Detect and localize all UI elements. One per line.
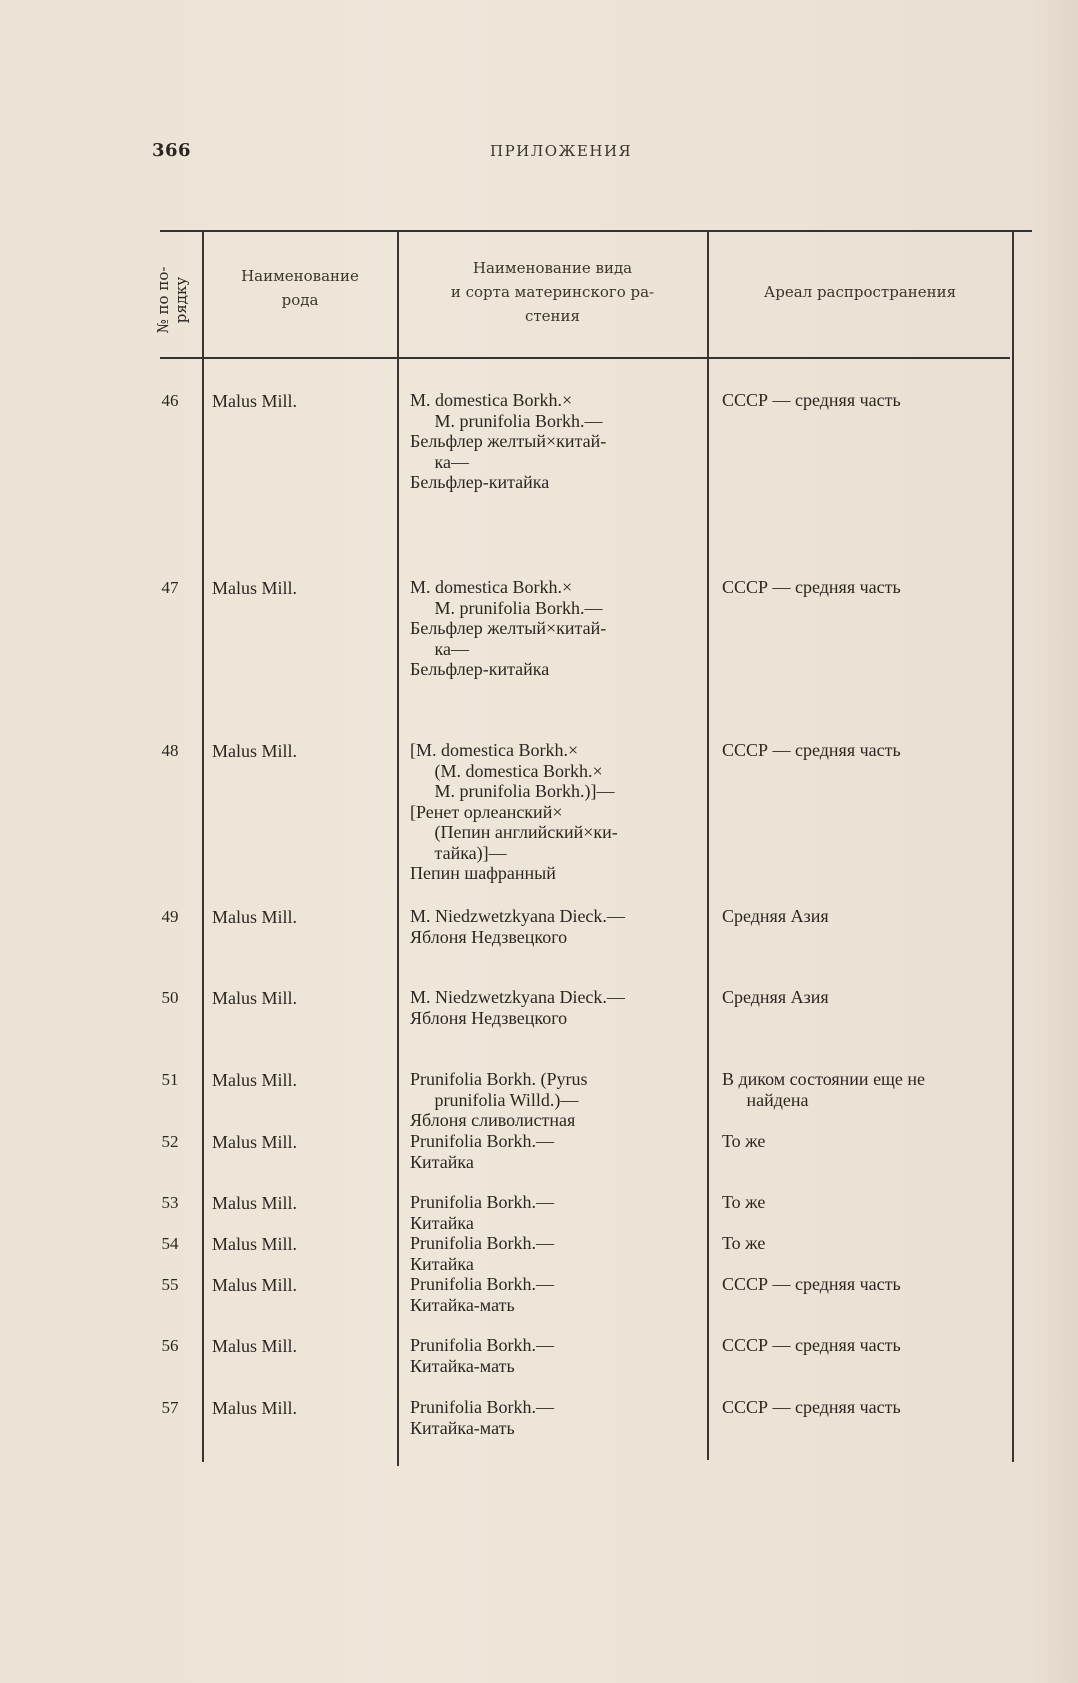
row-species — [410, 740, 700, 884]
species-line: Бельфлер желтый×китай- — [410, 618, 607, 638]
row-number: 54 — [161, 1234, 179, 1253]
species-line: M. prunifolia Borkh.— — [430, 410, 603, 431]
row-number: 51 — [161, 1070, 179, 1089]
row-species — [410, 1131, 700, 1172]
species-line: Prunifolia Borkh.— — [410, 1397, 554, 1417]
species-line: ка— — [430, 451, 469, 472]
column-divider-1 — [202, 232, 204, 1462]
row-species — [410, 390, 700, 493]
table-top-rule — [160, 230, 1032, 232]
row-genus: Malus Mill. — [212, 1234, 298, 1254]
row-species — [410, 1397, 700, 1438]
row-number: 50 — [161, 988, 179, 1007]
row-genus: Malus Mill. — [212, 1193, 298, 1213]
row-number: 53 — [161, 1193, 179, 1212]
row-area — [722, 906, 1017, 927]
header-genus — [205, 264, 395, 312]
species-line: (M. domestica Borkh.× — [430, 760, 603, 781]
row-number: 48 — [161, 741, 179, 760]
species-line: Яблоня сливолистная — [410, 1110, 576, 1130]
row-genus: Malus Mill. — [212, 1398, 298, 1418]
species-line: Китайка — [410, 1212, 474, 1233]
header-area — [710, 280, 1010, 304]
header-genus-line: Наименование — [241, 267, 359, 285]
table-header-rule — [160, 357, 1010, 359]
area-line: То же — [722, 1233, 766, 1253]
row-genus: Malus Mill. — [212, 907, 298, 927]
species-line: Prunifolia Borkh.— — [410, 1233, 554, 1253]
row-genus: Malus Mill. — [212, 1336, 298, 1356]
species-line: M. domestica Borkh.× — [410, 390, 573, 410]
row-genus: Malus Mill. — [212, 578, 298, 598]
species-line: M. prunifolia Borkh.)]— — [430, 781, 615, 801]
row-number: 49 — [161, 907, 179, 926]
row-area — [722, 740, 1017, 761]
row-species — [410, 1274, 700, 1315]
species-line: M. prunifolia Borkh.— — [430, 597, 603, 618]
page-edge-shadow — [1030, 0, 1078, 1683]
page-number: 366 — [152, 140, 192, 161]
row-area — [722, 577, 1017, 598]
area-line: СССР — средняя часть — [722, 740, 901, 760]
row-area — [722, 390, 1017, 411]
column-divider-2 — [397, 232, 399, 1466]
species-line: тайка)]— — [430, 842, 507, 863]
species-line: Бельфлер желтый×китай- — [410, 431, 607, 451]
row-species — [410, 577, 700, 680]
running-title: ПРИЛОЖЕНИЯ — [490, 142, 633, 160]
species-line: Китайка-мать — [410, 1417, 515, 1438]
species-line: [M. domestica Borkh.× — [410, 740, 579, 760]
species-line: Prunifolia Borkh. (Pyrus — [410, 1069, 588, 1089]
row-species — [410, 1335, 700, 1376]
row-number: 47 — [161, 578, 179, 597]
row-species — [410, 1233, 700, 1274]
row-species — [410, 987, 700, 1028]
species-line: Prunifolia Borkh.— — [410, 1335, 554, 1355]
row-area — [722, 1397, 1017, 1418]
area-line: найдена — [742, 1089, 809, 1110]
species-line: Китайка — [410, 1253, 474, 1274]
row-species — [410, 1192, 700, 1233]
species-line: Китайка-мать — [410, 1294, 515, 1315]
row-genus: Malus Mill. — [212, 391, 298, 411]
species-line: Пепин шафранный — [410, 863, 556, 883]
row-genus: Malus Mill. — [212, 1132, 298, 1152]
row-genus: Malus Mill. — [212, 1070, 298, 1090]
row-genus: Malus Mill. — [212, 988, 298, 1008]
row-number: 57 — [161, 1398, 179, 1417]
area-line: СССР — средняя часть — [722, 1335, 901, 1355]
header-number-label: № по по- рядку — [154, 266, 190, 334]
row-number: 46 — [161, 391, 179, 410]
row-area — [722, 1335, 1017, 1356]
row-number: 56 — [161, 1336, 179, 1355]
species-line: [Ренет орлеанский× — [410, 801, 563, 822]
species-line: Prunifolia Borkh.— — [410, 1131, 554, 1151]
species-line: M. Niedzwetzkyana Dieck.— — [410, 906, 625, 926]
area-line: То же — [722, 1131, 766, 1151]
species-line: prunifolia Willd.)— — [430, 1089, 579, 1110]
column-divider-3 — [707, 232, 709, 1460]
header-species — [400, 256, 705, 328]
row-area — [722, 1274, 1017, 1295]
area-line: СССР — средняя часть — [722, 1274, 901, 1294]
row-number: 52 — [161, 1132, 179, 1151]
row-area — [722, 1131, 1017, 1152]
row-genus: Malus Mill. — [212, 1275, 298, 1295]
header-number — [144, 250, 200, 350]
header-genus-line: рода — [281, 291, 319, 309]
area-line: Средняя Азия — [722, 906, 829, 926]
row-genus: Malus Mill. — [212, 741, 298, 761]
row-area — [722, 1233, 1017, 1254]
species-line: Яблоня Недзвецкого — [410, 926, 568, 947]
area-line: СССР — средняя часть — [722, 390, 901, 410]
header-area-label: Ареал распространения — [763, 283, 957, 301]
species-line: M. Niedzwetzkyana Dieck.— — [410, 987, 625, 1007]
row-area — [722, 1069, 1017, 1110]
species-line: Бельфлер-китайка — [410, 659, 550, 679]
area-line: То же — [722, 1192, 766, 1212]
row-area — [722, 1192, 1017, 1213]
row-number: 55 — [161, 1275, 179, 1294]
row-area — [722, 987, 1017, 1008]
row-species — [410, 1069, 700, 1131]
row-species — [410, 906, 700, 947]
species-line: Prunifolia Borkh.— — [410, 1192, 554, 1212]
area-line: СССР — средняя часть — [722, 1397, 901, 1417]
species-line: Китайка-мать — [410, 1355, 515, 1376]
area-line: В диком состоянии еще не — [722, 1069, 926, 1089]
header-species-line: стения — [524, 307, 581, 325]
species-line: Бельфлер-китайка — [410, 472, 550, 492]
species-line: Prunifolia Borkh.— — [410, 1274, 554, 1294]
area-line: СССР — средняя часть — [722, 577, 901, 597]
species-line: (Пепин английский×ки- — [430, 822, 618, 842]
species-line: Китайка — [410, 1151, 474, 1172]
header-species-line: Наименование вида — [472, 259, 633, 277]
species-line: M. domestica Borkh.× — [410, 577, 573, 597]
species-line: Яблоня Недзвецкого — [410, 1007, 568, 1028]
header-species-line: и сорта материнского ра- — [450, 283, 655, 301]
species-line: ка— — [430, 638, 469, 659]
area-line: Средняя Азия — [722, 987, 829, 1007]
